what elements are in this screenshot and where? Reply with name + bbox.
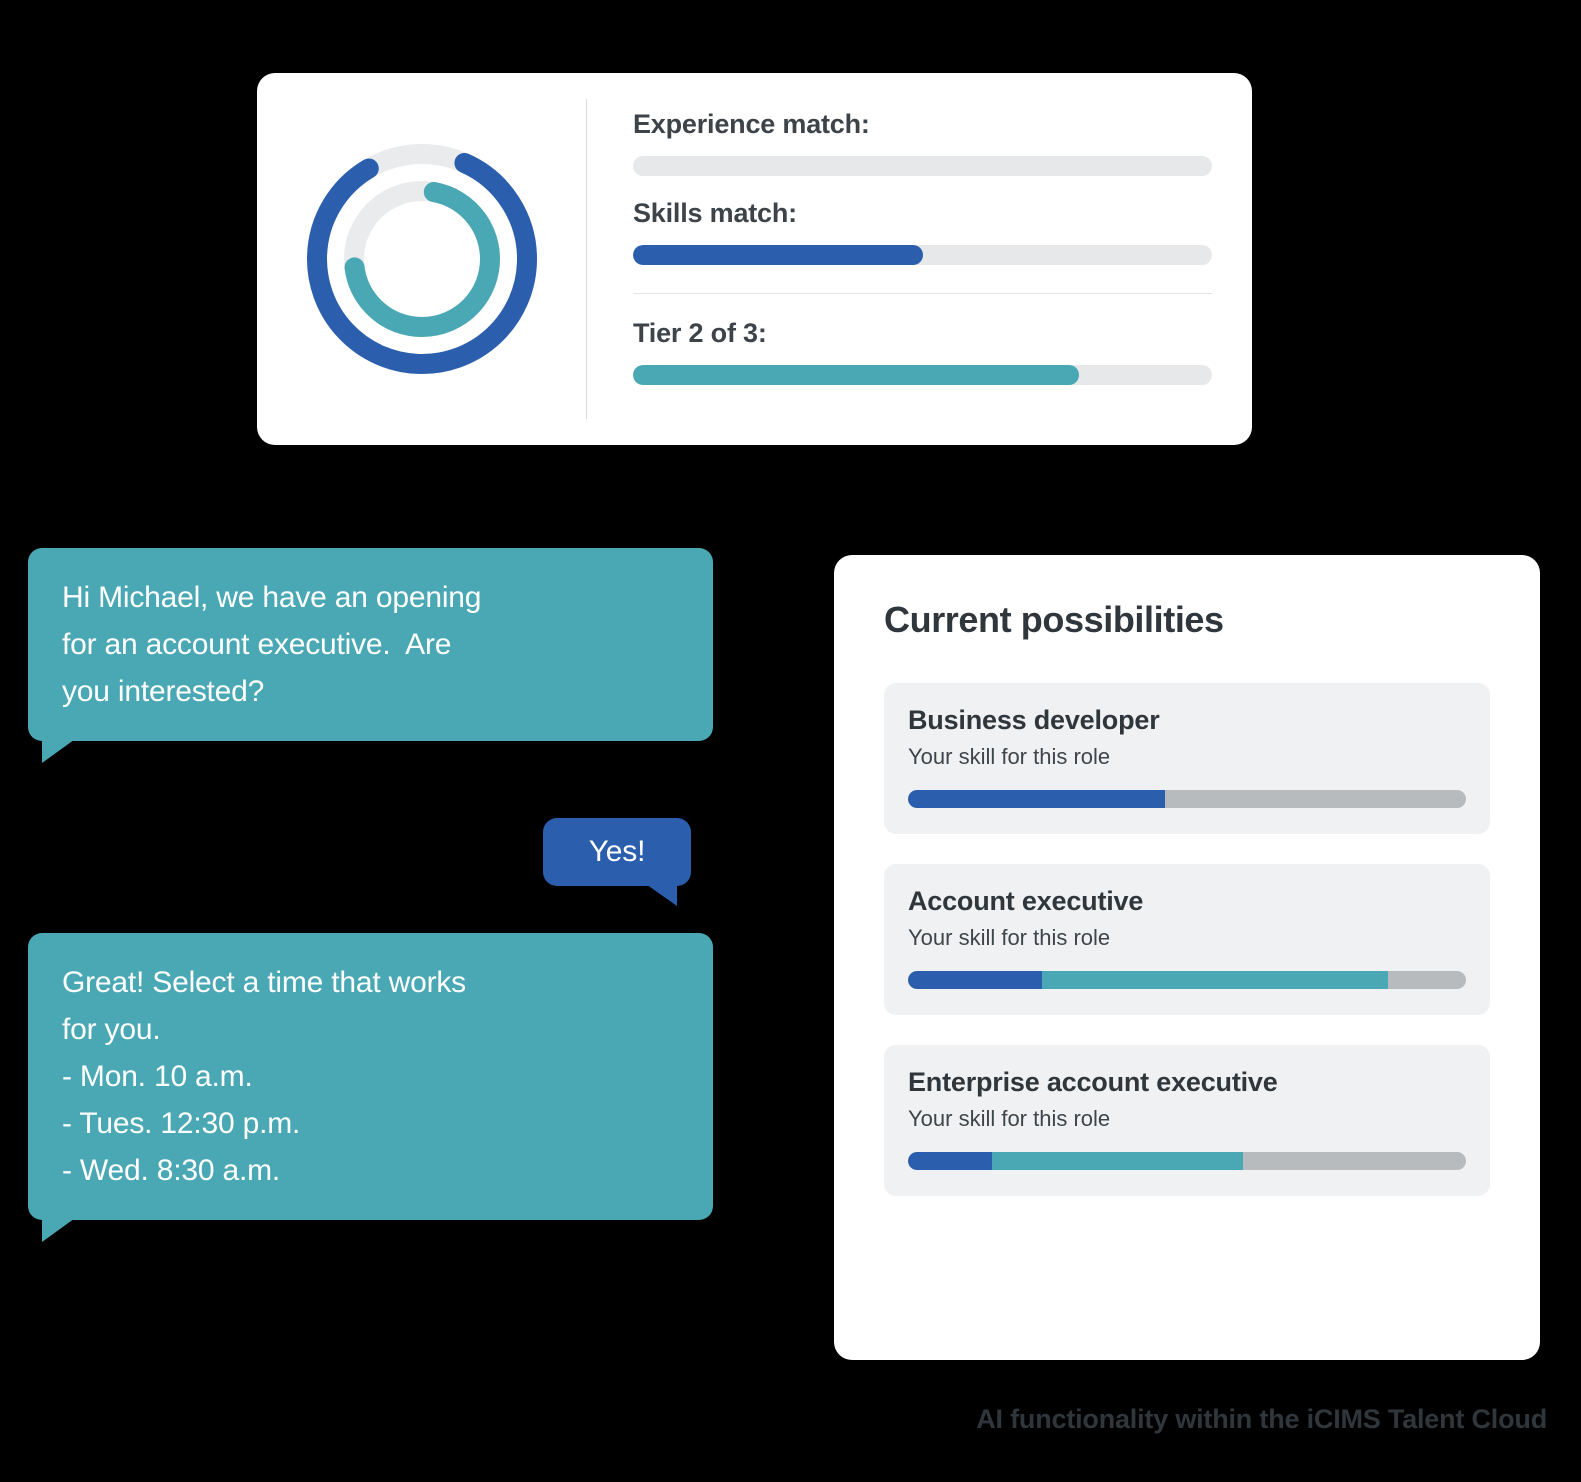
metric-progress-fill <box>633 245 923 265</box>
skill-progress-fill-secondary <box>1042 971 1388 989</box>
role-title: Business developer <box>908 705 1160 735</box>
possibility-item[interactable] <box>884 683 1490 834</box>
role-title: Enterprise account executive <box>908 1067 1278 1097</box>
metric-progress-track <box>633 245 1212 265</box>
role-title: Account executive <box>908 886 1144 916</box>
current-possibilities-panel <box>834 555 1540 1360</box>
skill-progress-fill-primary <box>908 790 1165 808</box>
chat-bubble-candidate-1 <box>543 818 691 886</box>
metric-progress-track <box>633 365 1212 385</box>
chat-bubble-recruiter-2 <box>28 933 713 1220</box>
match-metrics-list <box>587 73 1252 445</box>
role-subtitle: Your skill for this role <box>908 925 1111 950</box>
skill-progress-track <box>908 971 1466 989</box>
skill-progress-track <box>908 790 1466 808</box>
chat-option-wednesday[interactable]: - Wed. 8:30 a.m. <box>62 1154 281 1187</box>
card-divider <box>586 99 587 419</box>
chat-line: for an account executive. Are <box>62 628 452 661</box>
role-subtitle: Your skill for this role <box>908 1106 1111 1131</box>
donut-svg <box>296 133 548 385</box>
chat-line: Hi Michael, we have an opening <box>62 581 482 614</box>
match-summary-card <box>257 73 1252 445</box>
skill-progress-fill-primary <box>908 1152 992 1170</box>
panel-title: Current possibilities <box>884 599 1224 640</box>
metric-experience-match <box>633 109 1212 176</box>
metric-label: Tier 2 of 3: <box>633 318 767 348</box>
skill-progress-fill-primary <box>908 971 1042 989</box>
chat-option-monday[interactable]: - Mon. 10 a.m. <box>62 1060 253 1093</box>
metrics-separator <box>633 293 1212 294</box>
chat-line: Great! Select a time that works <box>62 966 466 999</box>
chat-bubble-recruiter-1 <box>28 548 713 741</box>
chat-option-tuesday[interactable]: - Tues. 12:30 p.m. <box>62 1107 301 1140</box>
metric-label: Skills match: <box>633 198 797 228</box>
chat-line: Yes! <box>588 835 646 868</box>
possibility-item[interactable] <box>884 1045 1490 1196</box>
possibility-item[interactable] <box>884 864 1490 1015</box>
donut-graphic <box>296 133 548 385</box>
image-caption: AI functionality within the iCIMS Talent Cloud <box>976 1404 1547 1434</box>
skill-progress-fill-secondary <box>992 1152 1243 1170</box>
role-subtitle: Your skill for this role <box>908 744 1111 769</box>
metric-tier <box>633 318 1212 385</box>
chat-line: for you. <box>62 1013 161 1046</box>
chat-line: you interested? <box>62 675 265 708</box>
skill-progress-track <box>908 1152 1466 1170</box>
match-donut-chart <box>257 73 587 445</box>
metric-skills-match <box>633 198 1212 265</box>
metric-progress-track <box>633 156 1212 176</box>
metric-label: Experience match: <box>633 109 870 139</box>
metric-progress-fill <box>633 365 1079 385</box>
